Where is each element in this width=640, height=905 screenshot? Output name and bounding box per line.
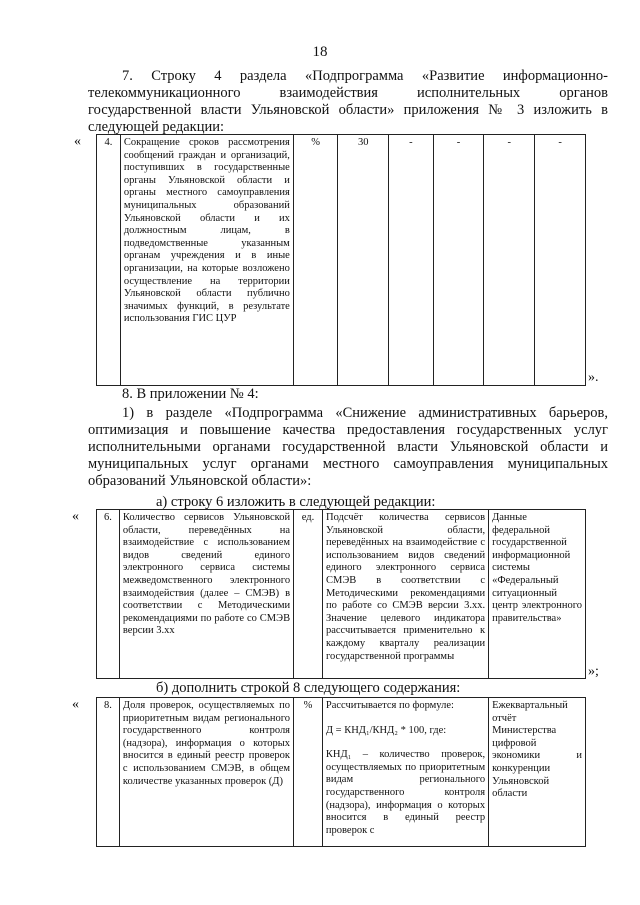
item-7-paragraph: 7. Строку 4 раздела «Подпрограмма «Развитие информационно-телекоммуникационного взаимодействия исполнительных органов государственной власти Ульяновской области» приложения № 3 изложить в следующей редакции: bbox=[88, 68, 608, 135]
unit-cell: % bbox=[293, 135, 338, 386]
data-source: Ежеквартальный отчёт Министерства цифровой экономики и конкуренции Ульяновской области bbox=[489, 698, 586, 847]
dash-cell: - bbox=[433, 135, 484, 386]
row-number: 4. bbox=[97, 135, 121, 386]
calculation-method bbox=[322, 698, 488, 847]
calculation-method: Подсчёт количества сервисов Ульяновской области, переведённых на взаимодействие с использованием видов сведений единого электронного сервиса СМЭВ в соответствии с Методическими рекомендациями по работе со СМЭВ версии 3.хх. Значение целевого индикатора рассчитывается применительно к каждому кварталу реализации государственной программы bbox=[322, 510, 488, 679]
table-row-6 bbox=[96, 509, 586, 679]
item-8-heading: 8. В приложении № 4: bbox=[122, 386, 259, 402]
row-number: 8. bbox=[97, 698, 120, 847]
table-row-8 bbox=[96, 697, 586, 847]
indicator-name: Сокращение сроков рассмотрения сообщений граждан и организаций, поступивших в государственные органы Ульяновской области и органы местного самоуправления муниципальных образований Ульяновской области и их должностным лицам, в подведомственные указанным органам учреждения и в иные организации, на которые возложено осуществление на территории Ульяновской области публично значимых функций, в результате использования ГИС ЦУР bbox=[120, 135, 293, 386]
method-definition: КНД₁ – количество проверок, осуществляемых по приоритетным видам регионального государственного контроля (надзора), информация о которых вносится в единый реестр проверок с bbox=[325, 749, 486, 836]
item-8-sub-1: 1) в разделе «Подпрограмма «Снижение административных барьеров, оптимизация и повышение качества предоставления государственных услуг исполнительными органами государственной власти Ульяновской области и муниципальных услуг органами местного самоуправления муниципальных образований Ульяновской области»: bbox=[88, 405, 608, 489]
open-quote: « bbox=[72, 509, 79, 524]
value-cell: 30 bbox=[338, 135, 389, 386]
data-source: Данные федеральной государственной информационной системы «Федеральный ситуационный центр электронного правительства» bbox=[489, 510, 586, 679]
indicator-name: Количество сервисов Ульяновской области, переведённых на взаимодействие с использованием видов сведений единого электронного сервиса системы межведомственного электронного взаимодействия (далее – СМЭВ) в соответствии с Методическими рекомендациями по работе со СМЭВ версии 3.хх bbox=[119, 510, 293, 679]
row-number: 6. bbox=[97, 510, 120, 679]
open-quote: « bbox=[72, 697, 79, 712]
method-intro: Рассчитывается по формуле: bbox=[325, 700, 454, 711]
item-8-sub-a: а) строку 6 изложить в следующей редакции: bbox=[156, 494, 436, 510]
item-8-sub-b: б) дополнить строкой 8 следующего содержания: bbox=[156, 680, 461, 696]
close-quote: »; bbox=[588, 664, 599, 679]
dash-cell: - bbox=[389, 135, 434, 386]
unit-cell: % bbox=[294, 698, 323, 847]
close-quote: ». bbox=[588, 370, 599, 385]
page-number: 18 bbox=[312, 44, 328, 60]
dash-cell: - bbox=[484, 135, 535, 386]
indicator-name: Доля проверок, осуществляемых по приоритетным видам регионального государственного контроля (надзора), информация о которых вносится в единый реестр проверок с использованием СМЭВ, в общем количестве указанных проверок (Д) bbox=[119, 698, 293, 847]
open-quote: « bbox=[74, 134, 81, 149]
dash-cell: - bbox=[535, 135, 586, 386]
unit-cell: ед. bbox=[294, 510, 323, 679]
table-row-4 bbox=[96, 134, 586, 386]
formula: Д = КНД₁/КНД₂ * 100, где: bbox=[325, 724, 447, 736]
